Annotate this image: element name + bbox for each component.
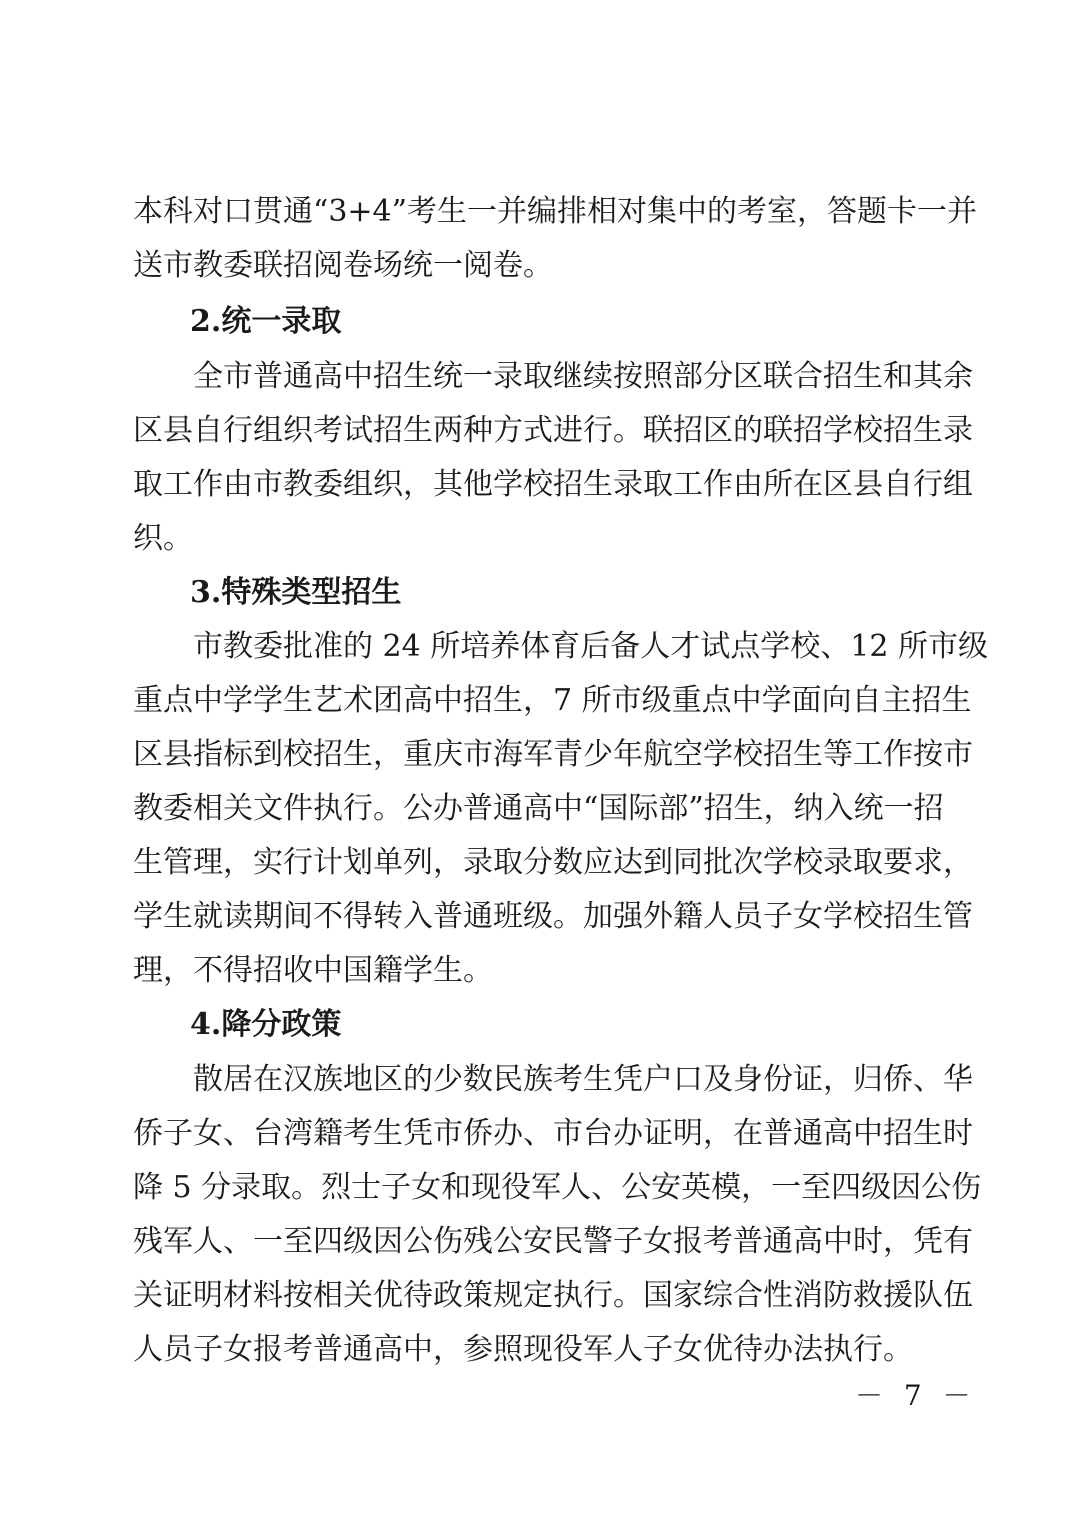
paragraph-line: 全市普通高中招生统一录取继续按照部分区联合招生和其余: [193, 359, 973, 394]
paragraph-line: 区县指标到校招生，重庆市海军青少年航空学校招生等工作按市: [133, 737, 973, 772]
paragraph-line: 降 5 分录取。烈士子女和现役军人、公安英模，一至四级因公伤: [133, 1170, 982, 1205]
paragraph-line: 市教委批准的 24 所培养体育后备人才试点学校、12 所市级: [193, 629, 988, 664]
section-heading: 3.特殊类型招生: [190, 575, 402, 610]
paragraph-line: 残军人、一至四级因公伤残公安民警子女报考普通高中时，凭有: [133, 1224, 973, 1259]
paragraph-line: 取工作由市教委组织，其他学校招生录取工作由所在区县自行组: [133, 467, 973, 502]
paragraph-line: 区县自行组织考试招生两种方式进行。联招区的联招学校招生录: [133, 413, 973, 448]
page-number: － 7 －: [855, 1379, 977, 1412]
section-heading: 2.统一录取: [190, 304, 342, 339]
paragraph-line: 人员子女报考普通高中，参照现役军人子女优待办法执行。: [133, 1332, 913, 1367]
paragraph-line: 本科对口贯通“3+4”考生一并编排相对集中的考室，答题卡一并: [133, 194, 977, 229]
paragraph-line: 理，不得招收中国籍学生。: [133, 953, 493, 988]
paragraph-line: 教委相关文件执行。公办普通高中“国际部”招生，纳入统一招: [133, 791, 944, 826]
paragraph-line: 侨子女、台湾籍考生凭市侨办、市台办证明，在普通高中招生时: [133, 1116, 973, 1151]
paragraph-line: 学生就读期间不得转入普通班级。加强外籍人员子女学校招生管: [133, 899, 973, 934]
paragraph-line: 织。: [133, 521, 193, 556]
paragraph-line: 生管理，实行计划单列，录取分数应达到同批次学校录取要求，: [133, 845, 973, 880]
paragraph-line: 关证明材料按相关优待政策规定执行。国家综合性消防救援队伍: [133, 1278, 973, 1313]
section-heading: 4.降分政策: [190, 1007, 342, 1042]
paragraph-line: 送市教委联招阅卷场统一阅卷。: [133, 248, 553, 283]
paragraph-line: 散居在汉族地区的少数民族考生凭户口及身份证，归侨、华: [193, 1062, 973, 1097]
paragraph-line: 重点中学学生艺术团高中招生，7 所市级重点中学面向自主招生: [133, 683, 972, 718]
